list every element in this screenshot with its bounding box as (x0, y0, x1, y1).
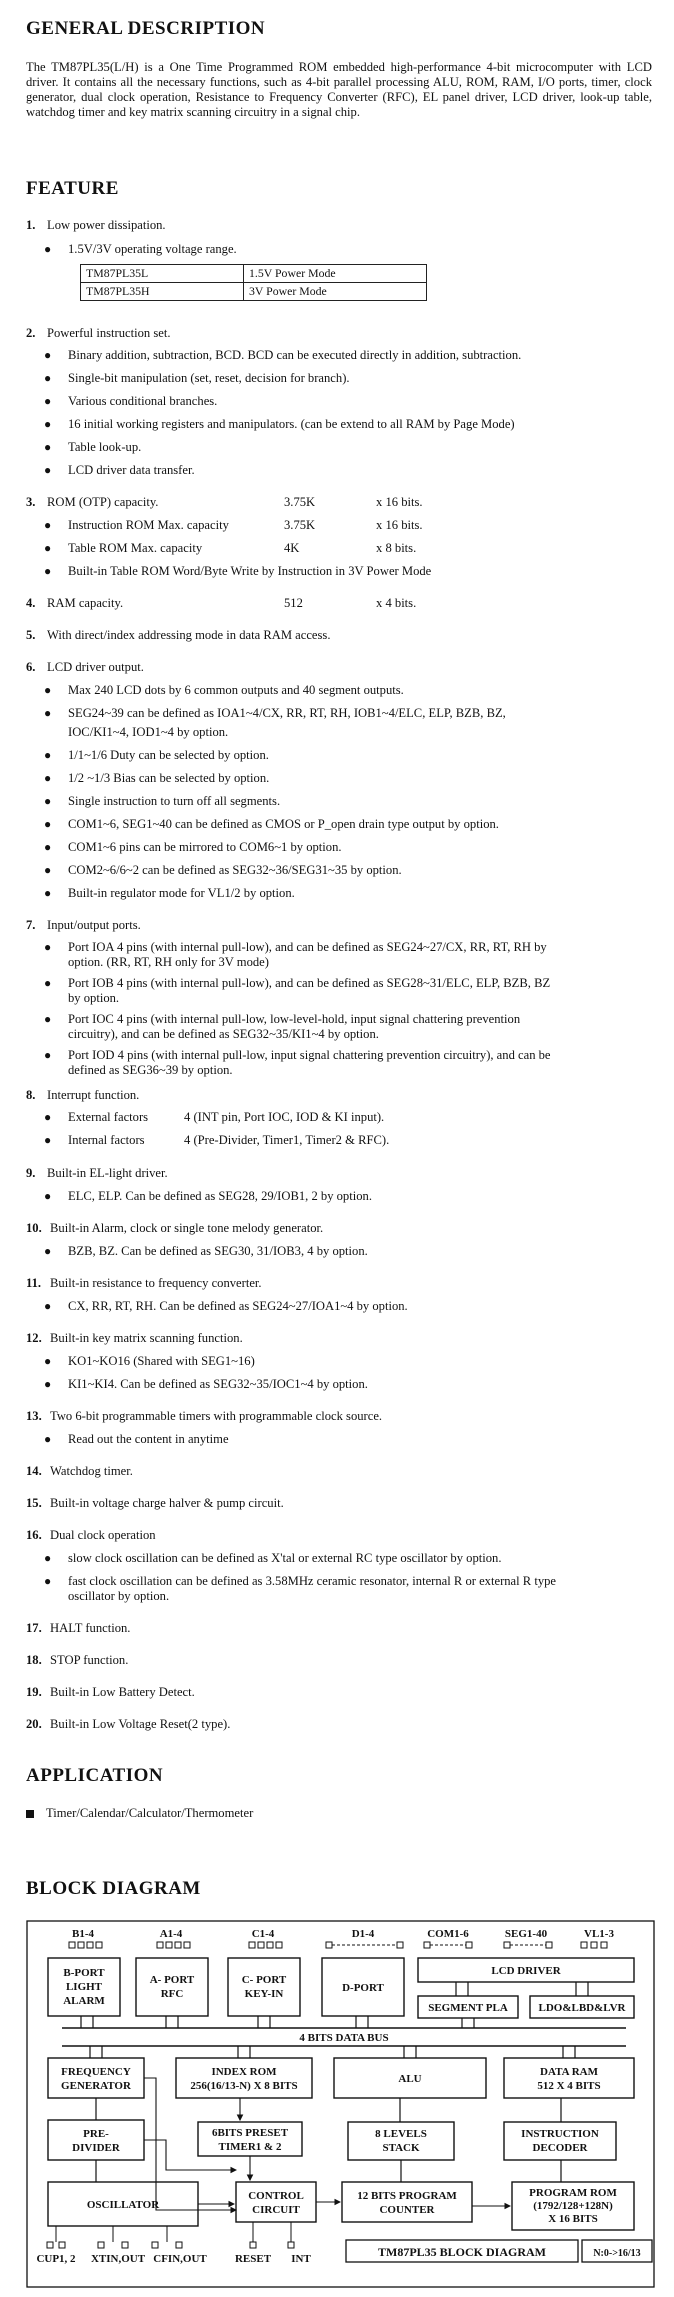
feature-text: Dual clock operation (50, 1528, 156, 1542)
pin-label: RESET (234, 2253, 272, 2265)
block-label: STACK (382, 2142, 420, 2154)
feature-text: Built-in Low Voltage Reset(2 type). (50, 1717, 231, 1731)
index-rom-block (176, 2058, 312, 2098)
block-label: 6BITS PRESET (211, 2127, 289, 2139)
feature-text: Built-in EL-light driver. (47, 1166, 168, 1180)
bullet-text: BZB, BZ. Can be defined as SEG30, 31/IOB3, 4 by option. (68, 1244, 368, 1258)
bullet-text: COM2~6/6~2 can be defined as SEG32~36/SEG31~35 by option. (68, 863, 402, 877)
block-label: LDO&LBD&LVR (538, 2002, 626, 2014)
bullet-icon: ● (44, 348, 52, 362)
control-circuit-block (236, 2182, 316, 2222)
bullet-text: KI1~KI4. Can be defined as SEG32~35/IOC1~4 by option. (68, 1377, 368, 1391)
capacity-unit: x 16 bits. (376, 495, 423, 509)
feature-text: Built-in Low Battery Detect. (50, 1685, 195, 1699)
block-label: 12 BITS PROGRAM (357, 2190, 457, 2202)
application-heading: APPLICATION (26, 1765, 164, 1786)
diagram-note: N:0->16/13 (593, 2248, 641, 2259)
bullet-icon: ● (44, 518, 52, 532)
feature-number: 5. (26, 628, 36, 642)
bullet-text: defined as SEG36~39 by option. (68, 1063, 233, 1077)
table-row (81, 265, 427, 283)
bullet-text: 16 initial working registers and manipulators. (can be extend to all RAM by Page Mode) (68, 417, 515, 431)
feature-number: 2. (26, 326, 36, 340)
block-label: DECODER (532, 2142, 588, 2154)
square-bullet-icon (26, 1810, 34, 1818)
bullet-icon: ● (44, 771, 52, 785)
application-item: Timer/Calendar/Calculator/Thermometer (46, 1806, 254, 1820)
bullet-icon: ● (44, 706, 52, 720)
pin-label: INT (291, 2253, 311, 2265)
bullet-text: Port IOC 4 pins (with internal pull-low, low-level-hold, input signal chattering prevention (68, 1012, 521, 1026)
block-label: 8 LEVELS (375, 2128, 427, 2140)
feature-number: 20. (26, 1717, 42, 1731)
bullet-icon: ● (44, 817, 52, 831)
bullet-value: 4 (Pre-Divider, Timer1, Timer2 & RFC). (184, 1133, 390, 1147)
bullet-icon: ● (44, 394, 52, 408)
feature-number: 19. (26, 1685, 42, 1699)
pin-label: COM1-6 (427, 1928, 469, 1940)
bullet-text: 1/2 ~1/3 Bias can be selected by option. (68, 771, 270, 785)
pin-label: C1-4 (251, 1928, 275, 1940)
bullet-icon: ● (44, 371, 52, 385)
bullet-icon: ● (44, 683, 52, 697)
bus-label: 4 BITS DATA BUS (299, 2032, 389, 2044)
bullet-icon: ● (44, 1574, 52, 1588)
bullet-text: fast clock oscillation can be defined as 3.58MHz ceramic resonator, internal R or external R type (68, 1574, 557, 1588)
bullet-text: Single instruction to turn off all segments. (68, 794, 281, 808)
capacity-unit: x 16 bits. (376, 518, 423, 532)
feature-number: 4. (26, 596, 36, 610)
bullet-icon: ● (44, 1189, 52, 1203)
bullet-text: 1.5V/3V operating voltage range. (68, 242, 237, 256)
feature-number: 13. (26, 1409, 42, 1423)
bullet-icon: ● (44, 1432, 52, 1446)
feature-text: STOP function. (50, 1653, 129, 1667)
block-label: DIVIDER (72, 2142, 120, 2154)
feature-text: HALT function. (50, 1621, 131, 1635)
block-label: ALARM (63, 1995, 105, 2007)
bullet-text: Built-in Table ROM Word/Byte Write by Instruction in 3V Power Mode (68, 564, 432, 578)
feature-text: Built-in resistance to frequency converter. (50, 1276, 262, 1290)
bullet-icon: ● (44, 1377, 52, 1391)
bullet-value: 4 (INT pin, Port IOC, IOD & KI input). (184, 1110, 385, 1124)
block-label: PROGRAM ROM (529, 2187, 617, 2199)
feature-number: 10. (26, 1221, 42, 1235)
pre-divider-block (48, 2120, 144, 2160)
bullet-icon: ● (44, 748, 52, 762)
bullet-text: Max 240 LCD dots by 6 common outputs and 40 segment outputs. (68, 683, 404, 697)
block-label: 256(16/13-N) X 8 BITS (190, 2080, 298, 2092)
block-label: INDEX ROM (211, 2066, 277, 2078)
bullet-icon: ● (44, 1244, 52, 1258)
table-cell: TM87PL35H (81, 283, 244, 301)
feature-text: ROM (OTP) capacity. (47, 495, 159, 509)
bullet-text: Port IOB 4 pins (with internal pull-low), and can be defined as SEG28~31/ELC, ELP, BZB, BZ (68, 976, 551, 990)
bullet-icon: ● (44, 840, 52, 854)
bullet-text: COM1~6 pins can be mirrored to COM6~1 by option. (68, 840, 342, 854)
data-ram-block (504, 2058, 634, 2098)
feature-number: 9. (26, 1166, 36, 1180)
power-mode-table (80, 264, 427, 301)
feature-number: 11. (26, 1276, 42, 1290)
bullet-text: Port IOA 4 pins (with internal pull-low), and can be defined as SEG24~27/CX, RR, RT, RH by (68, 940, 547, 954)
block-label: DATA RAM (540, 2066, 598, 2078)
feature-heading: FEATURE (26, 178, 119, 199)
bullet-text: Table look-up. (68, 440, 142, 454)
pin-label: SEG1-40 (504, 1928, 548, 1940)
bullet-text: Table ROM Max. capacity (68, 541, 203, 555)
block-label: SEGMENT PLA (428, 2002, 508, 2014)
bullet-icon: ● (44, 1299, 52, 1313)
bullet-text: option. (RR, RT, RH only for 3V mode) (68, 955, 269, 969)
table-cell: TM87PL35L (81, 265, 244, 283)
bullet-text: Binary addition, subtraction, BCD. BCD can be executed directly in addition, subtraction. (68, 348, 522, 362)
general-description-text: The TM87PL35(L/H) is a One Time Programmed ROM embedded high-performance 4-bit microcomputer with LCD driver. It contains all the necessary functions, such as 4-bit parallel processing ALU, ROM, RAM, I/O ports, timer, clock generator, dual clock operation, Resistance to Frequency Converter (RFC), EL panel driver, LCD driver, look-up table, watchdog timer and key matrix scanning circuitry in a signal chip. (26, 60, 652, 119)
pin-label: CFIN,OUT (153, 2253, 207, 2265)
bullet-icon: ● (44, 1133, 52, 1147)
bullet-icon: ● (44, 794, 52, 808)
block-label: B-PORT (63, 1967, 105, 1979)
bullet-icon: ● (44, 440, 52, 454)
bullet-text: slow clock oscillation can be defined as X'tal or external RC type oscillator by option. (68, 1551, 502, 1565)
bullet-text: Instruction ROM Max. capacity (68, 518, 229, 532)
bullet-text: SEG24~39 can be defined as IOA1~4/CX, RR, RT, RH, IOB1~4/ELC, ELP, BZB, BZ, (68, 706, 506, 720)
pin-label: XTIN,OUT (90, 2253, 146, 2265)
table-cell: 3V Power Mode (244, 283, 427, 301)
feature-text: Watchdog timer. (50, 1464, 133, 1478)
bullet-icon: ● (44, 242, 52, 256)
bullet-text: IOC/KI1~4, IOD1~4 by option. (68, 725, 229, 739)
aport-block (136, 1958, 208, 2016)
bullet-icon: ● (44, 976, 52, 990)
block-label: RFC (160, 1988, 184, 2000)
pin-label: VL1-3 (584, 1928, 614, 1940)
feature-text: Interrupt function. (47, 1088, 140, 1102)
cport-block (228, 1958, 300, 2016)
bullet-text: oscillator by option. (68, 1589, 170, 1603)
pin-label: CUP1, 2 (36, 2253, 76, 2265)
feature-number: 6. (26, 660, 36, 674)
bullet-icon: ● (44, 940, 52, 954)
capacity-unit: x 8 bits. (376, 541, 417, 555)
capacity-value: 3.75K (284, 495, 316, 509)
bullet-text: Built-in regulator mode for VL1/2 by option. (68, 886, 295, 900)
bullet-text: COM1~6, SEG1~40 can be defined as CMOS or P_open drain type output by option. (68, 817, 499, 831)
block-label: LIGHT (65, 1981, 103, 1993)
bullet-icon: ● (44, 886, 52, 900)
bullet-text: Various conditional branches. (68, 394, 218, 408)
capacity-unit: x 4 bits. (376, 596, 417, 610)
bullet-text: KO1~KO16 (Shared with SEG1~16) (68, 1354, 255, 1368)
block-label: OSCILLATOR (86, 2199, 160, 2211)
feature-number: 15. (26, 1496, 42, 1510)
feature-text: Built-in key matrix scanning function. (50, 1331, 243, 1345)
feature-number: 18. (26, 1653, 42, 1667)
block-label: KEY-IN (244, 1988, 284, 2000)
bullet-text: Internal factors (68, 1133, 145, 1147)
feature-text: With direct/index addressing mode in data RAM access. (47, 628, 331, 642)
feature-number: 12. (26, 1331, 42, 1345)
capacity-value: 3.75K (284, 518, 316, 532)
freq-gen-block (48, 2058, 144, 2098)
feature-number: 16. (26, 1528, 42, 1542)
pin-label: D1-4 (351, 1928, 375, 1940)
block-label: TIMER1 & 2 (218, 2141, 282, 2153)
feature-text: Built-in voltage charge halver & pump circuit. (50, 1496, 284, 1510)
block-label: 512 X 4 BITS (537, 2080, 601, 2092)
bullet-icon: ● (44, 1048, 52, 1062)
capacity-value: 4K (284, 541, 300, 555)
block-label: D-PORT (342, 1982, 384, 1994)
table-row (81, 283, 427, 301)
block-label: C- PORT (241, 1974, 287, 1986)
block-label: PRE- (83, 2128, 109, 2140)
bullet-text: Read out the content in anytime (68, 1432, 229, 1446)
program-counter-block (342, 2182, 472, 2222)
bullet-text: Port IOD 4 pins (with internal pull-low, input signal chattering prevention circuitry), and can be (68, 1048, 551, 1062)
feature-text: LCD driver output. (47, 660, 144, 674)
bullet-icon: ● (44, 1551, 52, 1565)
block-label: GENERATOR (61, 2080, 131, 2092)
feature-text: Built-in Alarm, clock or single tone melody generator. (50, 1221, 324, 1235)
feature-text: Low power dissipation. (47, 218, 166, 232)
feature-number: 7. (26, 918, 36, 932)
block-label: LCD DRIVER (491, 1965, 561, 1977)
block-label: INSTRUCTION (521, 2128, 599, 2140)
block-label: CIRCUIT (252, 2204, 300, 2216)
bullet-icon: ● (44, 1012, 52, 1026)
bullet-icon: ● (44, 1354, 52, 1368)
feature-number: 8. (26, 1088, 36, 1102)
bullet-icon: ● (44, 1110, 52, 1124)
bullet-text: CX, RR, RT, RH. Can be defined as SEG24~27/IOA1~4 by option. (68, 1299, 408, 1313)
bullet-text: External factors (68, 1110, 149, 1124)
feature-text: Two 6-bit programmable timers with programmable clock source. (50, 1409, 383, 1423)
bullet-icon: ● (44, 541, 52, 555)
feature-number: 14. (26, 1464, 42, 1478)
feature-number: 3. (26, 495, 36, 509)
table-cell: 1.5V Power Mode (244, 265, 427, 283)
feature-number: 1. (26, 218, 36, 232)
bullet-icon: ● (44, 863, 52, 877)
block-diagram (26, 1920, 656, 2290)
block-label: A- PORT (149, 1974, 195, 1986)
pin-label: B1-4 (72, 1928, 94, 1940)
feature-number: 17. (26, 1621, 42, 1635)
block-diagram-heading: BLOCK DIAGRAM (26, 1878, 201, 1899)
block-label: COUNTER (379, 2204, 435, 2216)
bullet-icon: ● (44, 564, 52, 578)
bullet-text: Single-bit manipulation (set, reset, decision for branch). (68, 371, 350, 385)
block-label: FREQUENCY (61, 2066, 131, 2078)
bullet-icon: ● (44, 463, 52, 477)
block-label: CONTROL (248, 2190, 304, 2202)
bullet-text: circuitry), and can be defined as SEG32~35/KI1~4 by option. (68, 1027, 379, 1041)
feature-text: Powerful instruction set. (47, 326, 171, 340)
block-label: (1792/128+128N) (533, 2200, 613, 2212)
capacity-value: 512 (284, 596, 303, 610)
bullet-text: 1/1~1/6 Duty can be selected by option. (68, 748, 269, 762)
diagram-caption: TM87PL35 BLOCK DIAGRAM (378, 2245, 546, 2259)
bullet-icon: ● (44, 417, 52, 431)
bullet-text: ELC, ELP. Can be defined as SEG28, 29/IOB1, 2 by option. (68, 1189, 372, 1203)
block-label: X 16 BITS (548, 2213, 598, 2225)
feature-text: RAM capacity. (47, 596, 124, 610)
bullet-text: by option. (68, 991, 120, 1005)
general-description-heading: GENERAL DESCRIPTION (26, 18, 266, 39)
feature-text: Input/output ports. (47, 918, 141, 932)
pin-label: A1-4 (159, 1928, 183, 1940)
block-label: ALU (398, 2073, 422, 2085)
bullet-text: LCD driver data transfer. (68, 463, 195, 477)
